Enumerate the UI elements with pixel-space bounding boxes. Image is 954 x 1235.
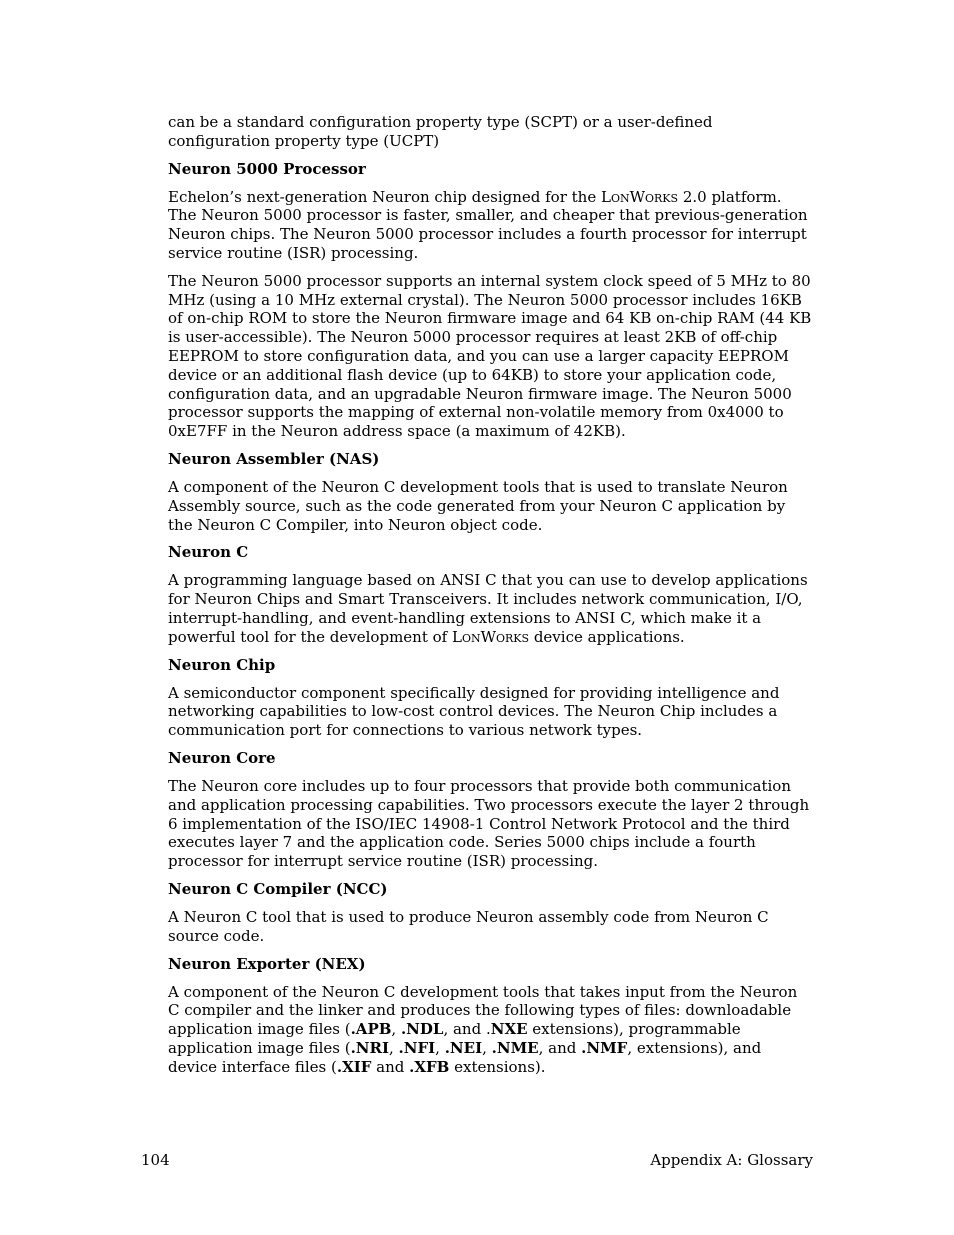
term-neuron-c-compiler: Neuron C Compiler (NCC): [168, 879, 388, 898]
definition-neuron-5000-p1: Echelon’s next-generation Neuron chip designed for the LonWorks 2.0 platform. The Neuron 5000 processor is faster, smaller, and cheaper that previous-generation Neuron chips. The Neuron 5000 processor includes a fourth processor for interrupt service routine (ISR) processing.: [168, 187, 808, 262]
ext-nei: .NEI: [444, 1038, 483, 1057]
ext-ndl: .NDL: [400, 1020, 444, 1039]
ext-nri: .NRI: [350, 1038, 389, 1057]
ext-xif: .XIF: [336, 1057, 372, 1076]
term-neuron-assembler: Neuron Assembler (NAS): [168, 449, 380, 468]
definition-neuron-chip: A semiconductor component specifically designed for providing intelligence and networking capabilities to low-cost control devices. The Neuron Chip includes a communication port for connections to various network types.: [168, 683, 780, 740]
footer-section-title: Appendix A: Glossary: [650, 1151, 813, 1169]
ext-nme: .NME: [491, 1038, 539, 1057]
definition-neuron-c-compiler: A Neuron C tool that is used to produce Neuron assembly code from Neuron C source code.: [168, 907, 769, 945]
lonworks-trademark: LonWorks: [600, 187, 679, 206]
term-neuron-exporter: Neuron Exporter (NEX): [168, 954, 366, 973]
ext-nfi: .NFI: [398, 1038, 436, 1057]
definition-neuron-exporter: A component of the Neuron C development tools that takes input from the Neuron C compiler and the linker and produces the following types of files: downloadable application image files (.APB, .NDL, and .NXE extensions), programmable application image files (.NRI, .NFI, .NEI, .NME, and .NMF, extensions), and device interface files (.XIF and .XFB extensions).: [168, 982, 798, 1076]
lonworks-trademark: LonWorks: [451, 627, 530, 646]
term-neuron-chip: Neuron Chip: [168, 655, 276, 674]
ext-xfb: .XFB: [409, 1057, 450, 1076]
glossary-content: [168, 113, 813, 1085]
ext-nmf: .NMF: [581, 1038, 628, 1057]
definition-neuron-assembler: A component of the Neuron C development tools that is used to translate Neuron Assembly source, such as the code generated from your Neuron C application by the Neuron C Compiler, into Neuron object code.: [168, 477, 788, 534]
definition-neuron-c: A programming language based on ANSI C that you can use to develop applications for Neuron Chips and Smart Transceivers. It includes network communication, I/O, interrupt-handling, and event-handling extensions to ANSI C, which make it a powerful tool for the development of LonWorks device applications.: [168, 571, 808, 646]
definition-neuron-5000-p2: The Neuron 5000 processor supports an internal system clock speed of 5 MHz to 80 MHz (using a 10 MHz external crystal). The Neuron 5000 processor includes 16KB of on-chip ROM to store the Neuron firmware image and 64 KB on-chip RAM (44 KB is user-accessible). The Neuron 5000 processor requires at least 2KB of off-chip EEPROM to store configuration data, and you can use a larger capacity EEPROM device or an additional flash device (up to 64KB) to store your application code, configuration data, and an upgradable Neuron firmware image. The Neuron 5000 processor supports the mapping of external non-volatile memory from 0x4000 to 0xE7FF in the Neuron address space (a maximum of 42KB).: [168, 271, 812, 441]
ext-apb: .APB: [350, 1020, 392, 1039]
term-neuron-c: Neuron C: [168, 543, 249, 562]
definition-neuron-core: The Neuron core includes up to four processors that provide both communication and application processing capabilities. Two processors execute the layer 2 through 6 implementation of the ISO/IEC 14908-1 Control Network Protocol and the third executes layer 7 and the application code. Series 5000 chips include a fourth processor for interrupt service routine (ISR) processing.: [168, 776, 810, 871]
intro-paragraph: can be a standard configuration property type (SCPT) or a user-defined configuration property type (UCPT): [168, 113, 713, 150]
ext-nxe: NXE: [490, 1020, 528, 1039]
term-neuron-5000-processor: Neuron 5000 Processor: [168, 159, 366, 178]
page-number: 104: [141, 1151, 170, 1169]
term-neuron-core: Neuron Core: [168, 748, 276, 767]
